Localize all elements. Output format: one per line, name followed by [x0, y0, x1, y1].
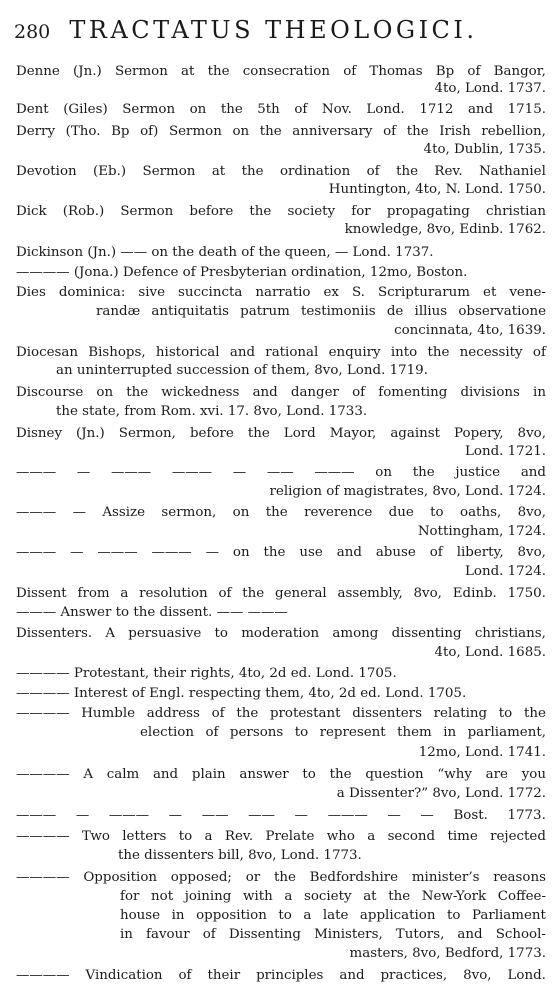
entry-line: Dick (Rob.) Sermon before the society for propagating christian: [16, 204, 546, 219]
entry-line: 4to, Dublin, 1735.: [423, 142, 546, 157]
entry-line: for not joining with a society at the New-York Coffee-: [120, 889, 546, 904]
entry-line: 12mo, Lond. 1741.: [418, 745, 546, 760]
entry-line: Dies dominica: sive succincta narratio ex S. Scripturarum et vene-: [16, 285, 546, 300]
entry-line: randæ antiquitatis patrum testimoniis de illius observatione: [96, 304, 546, 319]
entry-line: Dissenters. A persuasive to moderation among dissenting christians,: [16, 626, 546, 641]
entry-line: Lond. 1724.: [465, 564, 546, 579]
entry-line: Dickinson (Jn.) —— on the death of the queen, — Lond. 1737.: [16, 245, 434, 260]
entry-line: a Dissenter?” 8vo, Lond. 1772.: [336, 786, 546, 801]
entry-line: ———— Protestant, their rights, 4to, 2d ed. Lond. 1705.: [16, 666, 397, 681]
entry-line: an uninterrupted succession of them, 8vo, Lond. 1719.: [56, 363, 428, 378]
entry-line: house in opposition to a late application to Parliament: [120, 908, 546, 923]
entry-line: ——— — ——— — —— —— — ——— — — Bost. 1773.: [16, 808, 546, 823]
entry-line: ——— — ——— ——— — on the use and abuse of liberty, 8vo,: [16, 545, 546, 560]
entry-line: ———— Two letters to a Rev. Prelate who a second time rejected: [16, 829, 546, 844]
entry-line: the state, from Rom. xvi. 17. 8vo, Lond. 1733.: [56, 404, 368, 419]
entry-line: ———— Vindication of their principles and practices, 8vo, Lond.: [16, 968, 546, 983]
entry-line: Denne (Jn.) Sermon at the consecration of Thomas Bp of Bangor,: [16, 64, 546, 79]
entry-line: Nottingham, 1724.: [417, 524, 546, 539]
entry-line: in favour of Dissenting Ministers, Tutors, and School-: [120, 927, 546, 942]
running-header: [14, 16, 554, 50]
entry-line: concinnata, 4to, 1639.: [394, 323, 546, 338]
entry-line: ———— Opposition opposed; or the Bedfordshire minister’s reasons: [16, 870, 546, 885]
entry-line: knowledge, 8vo, Edinb. 1762.: [344, 222, 546, 237]
running-title: TRACTATUS THEOLOGICI.: [69, 16, 478, 44]
entry-line: 4to, Lond. 1685.: [434, 645, 546, 660]
entry-line: ——— Answer to the dissent. —— ———: [16, 605, 288, 620]
entry-line: Lond. 1721.: [465, 444, 546, 459]
entry-line: Disney (Jn.) Sermon, before the Lord Mayor, against Popery, 8vo,: [16, 426, 546, 441]
entry-line: masters, 8vo, Bedford, 1773.: [349, 946, 546, 961]
entry-line: Discourse on the wickedness and danger of fomenting divisions in: [16, 385, 546, 400]
entry-line: ———— Humble address of the protestant dissenters relating to the: [16, 706, 546, 721]
entry-line: Huntington, 4to, N. Lond. 1750.: [328, 182, 546, 197]
entry-line: Dent (Giles) Sermon on the 5th of Nov. Lond. 1712 and 1715.: [16, 102, 546, 117]
entry-line: election of persons to represent them in parliament,: [140, 725, 546, 740]
entry-line: Diocesan Bishops, historical and rational enquiry into the necessity of: [16, 345, 546, 360]
entry-line: religion of magistrates, 8vo, Lond. 1724.: [269, 484, 546, 499]
entry-line: ——— — ——— ——— — —— ——— on the justice and: [16, 465, 546, 480]
entry-line: Devotion (Eb.) Sermon at the ordination of the Rev. Nathaniel: [16, 164, 546, 179]
entry-line: Dissent from a resolution of the general assembly, 8vo, Edinb. 1750.: [16, 586, 546, 601]
page-number: 280: [14, 21, 51, 43]
entry-line: Derry (Tho. Bp of) Sermon on the anniversary of the Irish rebellion,: [16, 124, 546, 139]
entry-line: ———— A calm and plain answer to the question “why are you: [16, 767, 546, 782]
entry-line: ———— (Jona.) Defence of Presbyterian ordination, 12mo, Boston.: [16, 265, 468, 280]
entry-line: 4to, Lond. 1737.: [434, 81, 546, 96]
entry-line: ———— Interest of Engl. respecting them, 4to, 2d ed. Lond. 1705.: [16, 686, 467, 701]
entry-line: ——— — Assize sermon, on the reverence due to oaths, 8vo,: [16, 505, 546, 520]
entry-line: the dissenters bill, 8vo, Lond. 1773.: [118, 848, 362, 863]
